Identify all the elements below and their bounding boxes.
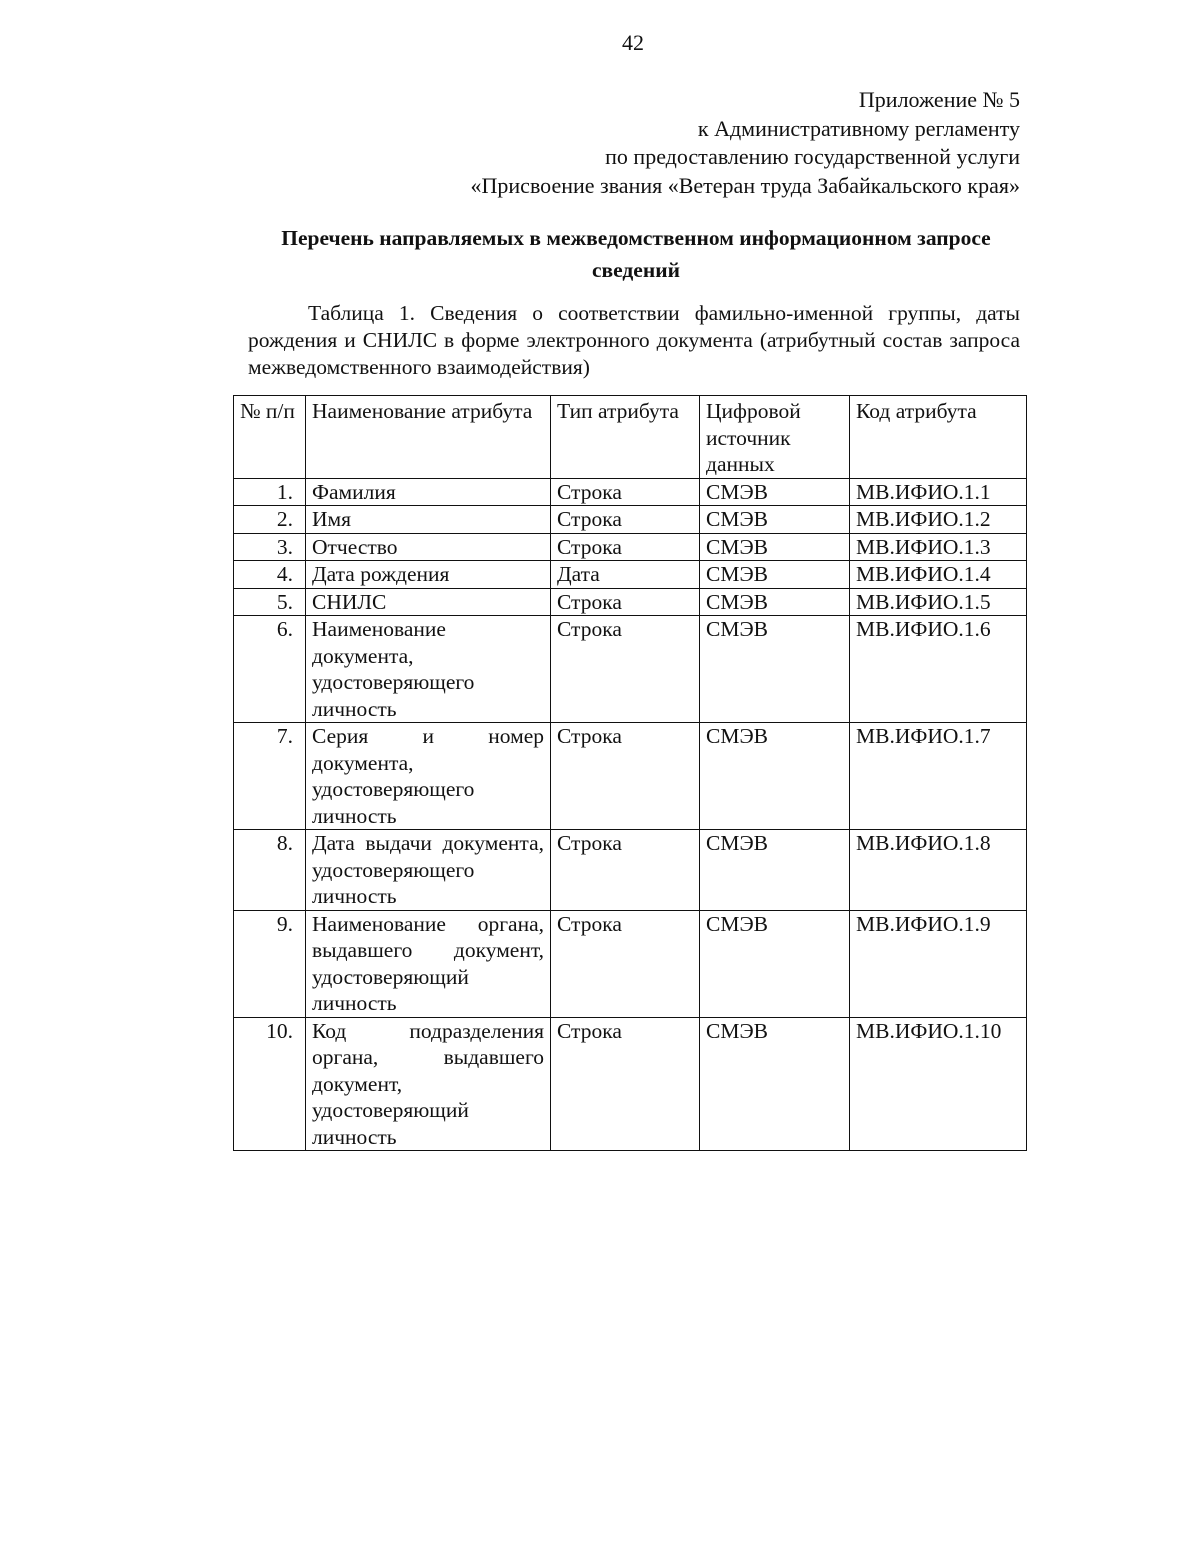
cell-attribute-name: Наименование документа, удостоверяющего личность xyxy=(306,616,551,723)
table-row xyxy=(234,910,1027,1017)
table-row xyxy=(234,1017,1027,1151)
column-header-number: № п/п xyxy=(234,396,306,479)
attributes-table xyxy=(233,395,1027,1151)
appendix-line: Приложение № 5 xyxy=(858,87,1020,112)
page-number: 42 xyxy=(622,30,644,55)
document-heading xyxy=(244,222,1028,286)
appendix-line: по предоставлению государственной услуги xyxy=(605,144,1020,169)
cell-attribute-code: МВ.ИФИО.1.5 xyxy=(850,588,1027,616)
cell-attribute-code: МВ.ИФИО.1.2 xyxy=(850,506,1027,534)
cell-number: 10. xyxy=(234,1017,306,1151)
heading-line: сведений xyxy=(592,258,680,282)
cell-attribute-name: Код подразделения органа, выдавшего документ, удостоверяющий личность xyxy=(306,1017,551,1151)
cell-attribute-code: МВ.ИФИО.1.6 xyxy=(850,616,1027,723)
cell-attribute-type: Строка xyxy=(551,588,700,616)
cell-attribute-name: Фамилия xyxy=(306,478,551,506)
cell-data-source: СМЭВ xyxy=(700,533,850,561)
appendix-block xyxy=(471,86,1020,200)
cell-attribute-code: МВ.ИФИО.1.4 xyxy=(850,561,1027,589)
cell-attribute-type: Строка xyxy=(551,506,700,534)
column-header-code: Код атрибута xyxy=(850,396,1027,479)
table-row xyxy=(234,616,1027,723)
table-row xyxy=(234,533,1027,561)
cell-number: 2. xyxy=(234,506,306,534)
cell-attribute-code: МВ.ИФИО.1.8 xyxy=(850,830,1027,911)
cell-attribute-name: Серия и номер документа, удостоверяющего личность xyxy=(306,723,551,830)
cell-data-source: СМЭВ xyxy=(700,588,850,616)
cell-attribute-name: Наименование органа, выдавшего документ, удостоверяющий личность xyxy=(306,910,551,1017)
cell-data-source: СМЭВ xyxy=(700,478,850,506)
table-row xyxy=(234,478,1027,506)
cell-data-source: СМЭВ xyxy=(700,723,850,830)
cell-attribute-type: Строка xyxy=(551,830,700,911)
cell-attribute-code: МВ.ИФИО.1.10 xyxy=(850,1017,1027,1151)
cell-attribute-name: Отчество xyxy=(306,533,551,561)
cell-attribute-code: МВ.ИФИО.1.1 xyxy=(850,478,1027,506)
cell-data-source: СМЭВ xyxy=(700,910,850,1017)
cell-number: 1. xyxy=(234,478,306,506)
cell-attribute-code: МВ.ИФИО.1.3 xyxy=(850,533,1027,561)
table-header-row xyxy=(234,396,1027,479)
cell-attribute-type: Строка xyxy=(551,723,700,830)
table-row xyxy=(234,723,1027,830)
cell-attribute-name: СНИЛС xyxy=(306,588,551,616)
cell-data-source: СМЭВ xyxy=(700,830,850,911)
cell-attribute-type: Строка xyxy=(551,533,700,561)
cell-number: 6. xyxy=(234,616,306,723)
cell-attribute-type: Строка xyxy=(551,910,700,1017)
cell-number: 8. xyxy=(234,830,306,911)
cell-attribute-type: Строка xyxy=(551,616,700,723)
column-header-name: Наименование атрибута xyxy=(306,396,551,479)
cell-data-source: СМЭВ xyxy=(700,616,850,723)
cell-attribute-code: МВ.ИФИО.1.9 xyxy=(850,910,1027,1017)
table-row xyxy=(234,506,1027,534)
appendix-line: к Административному регламенту xyxy=(697,115,1020,141)
cell-attribute-code: МВ.ИФИО.1.7 xyxy=(850,723,1027,830)
cell-number: 5. xyxy=(234,588,306,616)
table-caption: Таблица 1. Сведения о соответствии фамильно-именной группы, даты рождения и СНИЛС в форме электронного документа (атрибутный состав запроса межведомственного взаимодействия) xyxy=(248,301,1020,379)
column-header-source: Цифровой источник данных xyxy=(700,396,850,479)
cell-attribute-type: Дата xyxy=(551,561,700,589)
cell-number: 3. xyxy=(234,533,306,561)
cell-attribute-type: Строка xyxy=(551,1017,700,1151)
table-row xyxy=(234,588,1027,616)
appendix-line: «Присвоение звания «Ветеран труда Забайкальского края» xyxy=(470,172,1020,198)
cell-data-source: СМЭВ xyxy=(700,506,850,534)
heading-line: Перечень направляемых в межведомственном информационном запросе xyxy=(281,226,991,250)
table-row xyxy=(234,830,1027,911)
cell-data-source: СМЭВ xyxy=(700,561,850,589)
cell-number: 7. xyxy=(234,723,306,830)
cell-attribute-name: Дата рождения xyxy=(306,561,551,589)
table-row xyxy=(234,561,1027,589)
cell-number: 4. xyxy=(234,561,306,589)
cell-attribute-name: Дата выдачи документа, удостоверяющего личность xyxy=(306,830,551,911)
column-header-type: Тип атрибута xyxy=(551,396,700,479)
cell-number: 9. xyxy=(234,910,306,1017)
cell-data-source: СМЭВ xyxy=(700,1017,850,1151)
cell-attribute-name: Имя xyxy=(306,506,551,534)
cell-attribute-type: Строка xyxy=(551,478,700,506)
